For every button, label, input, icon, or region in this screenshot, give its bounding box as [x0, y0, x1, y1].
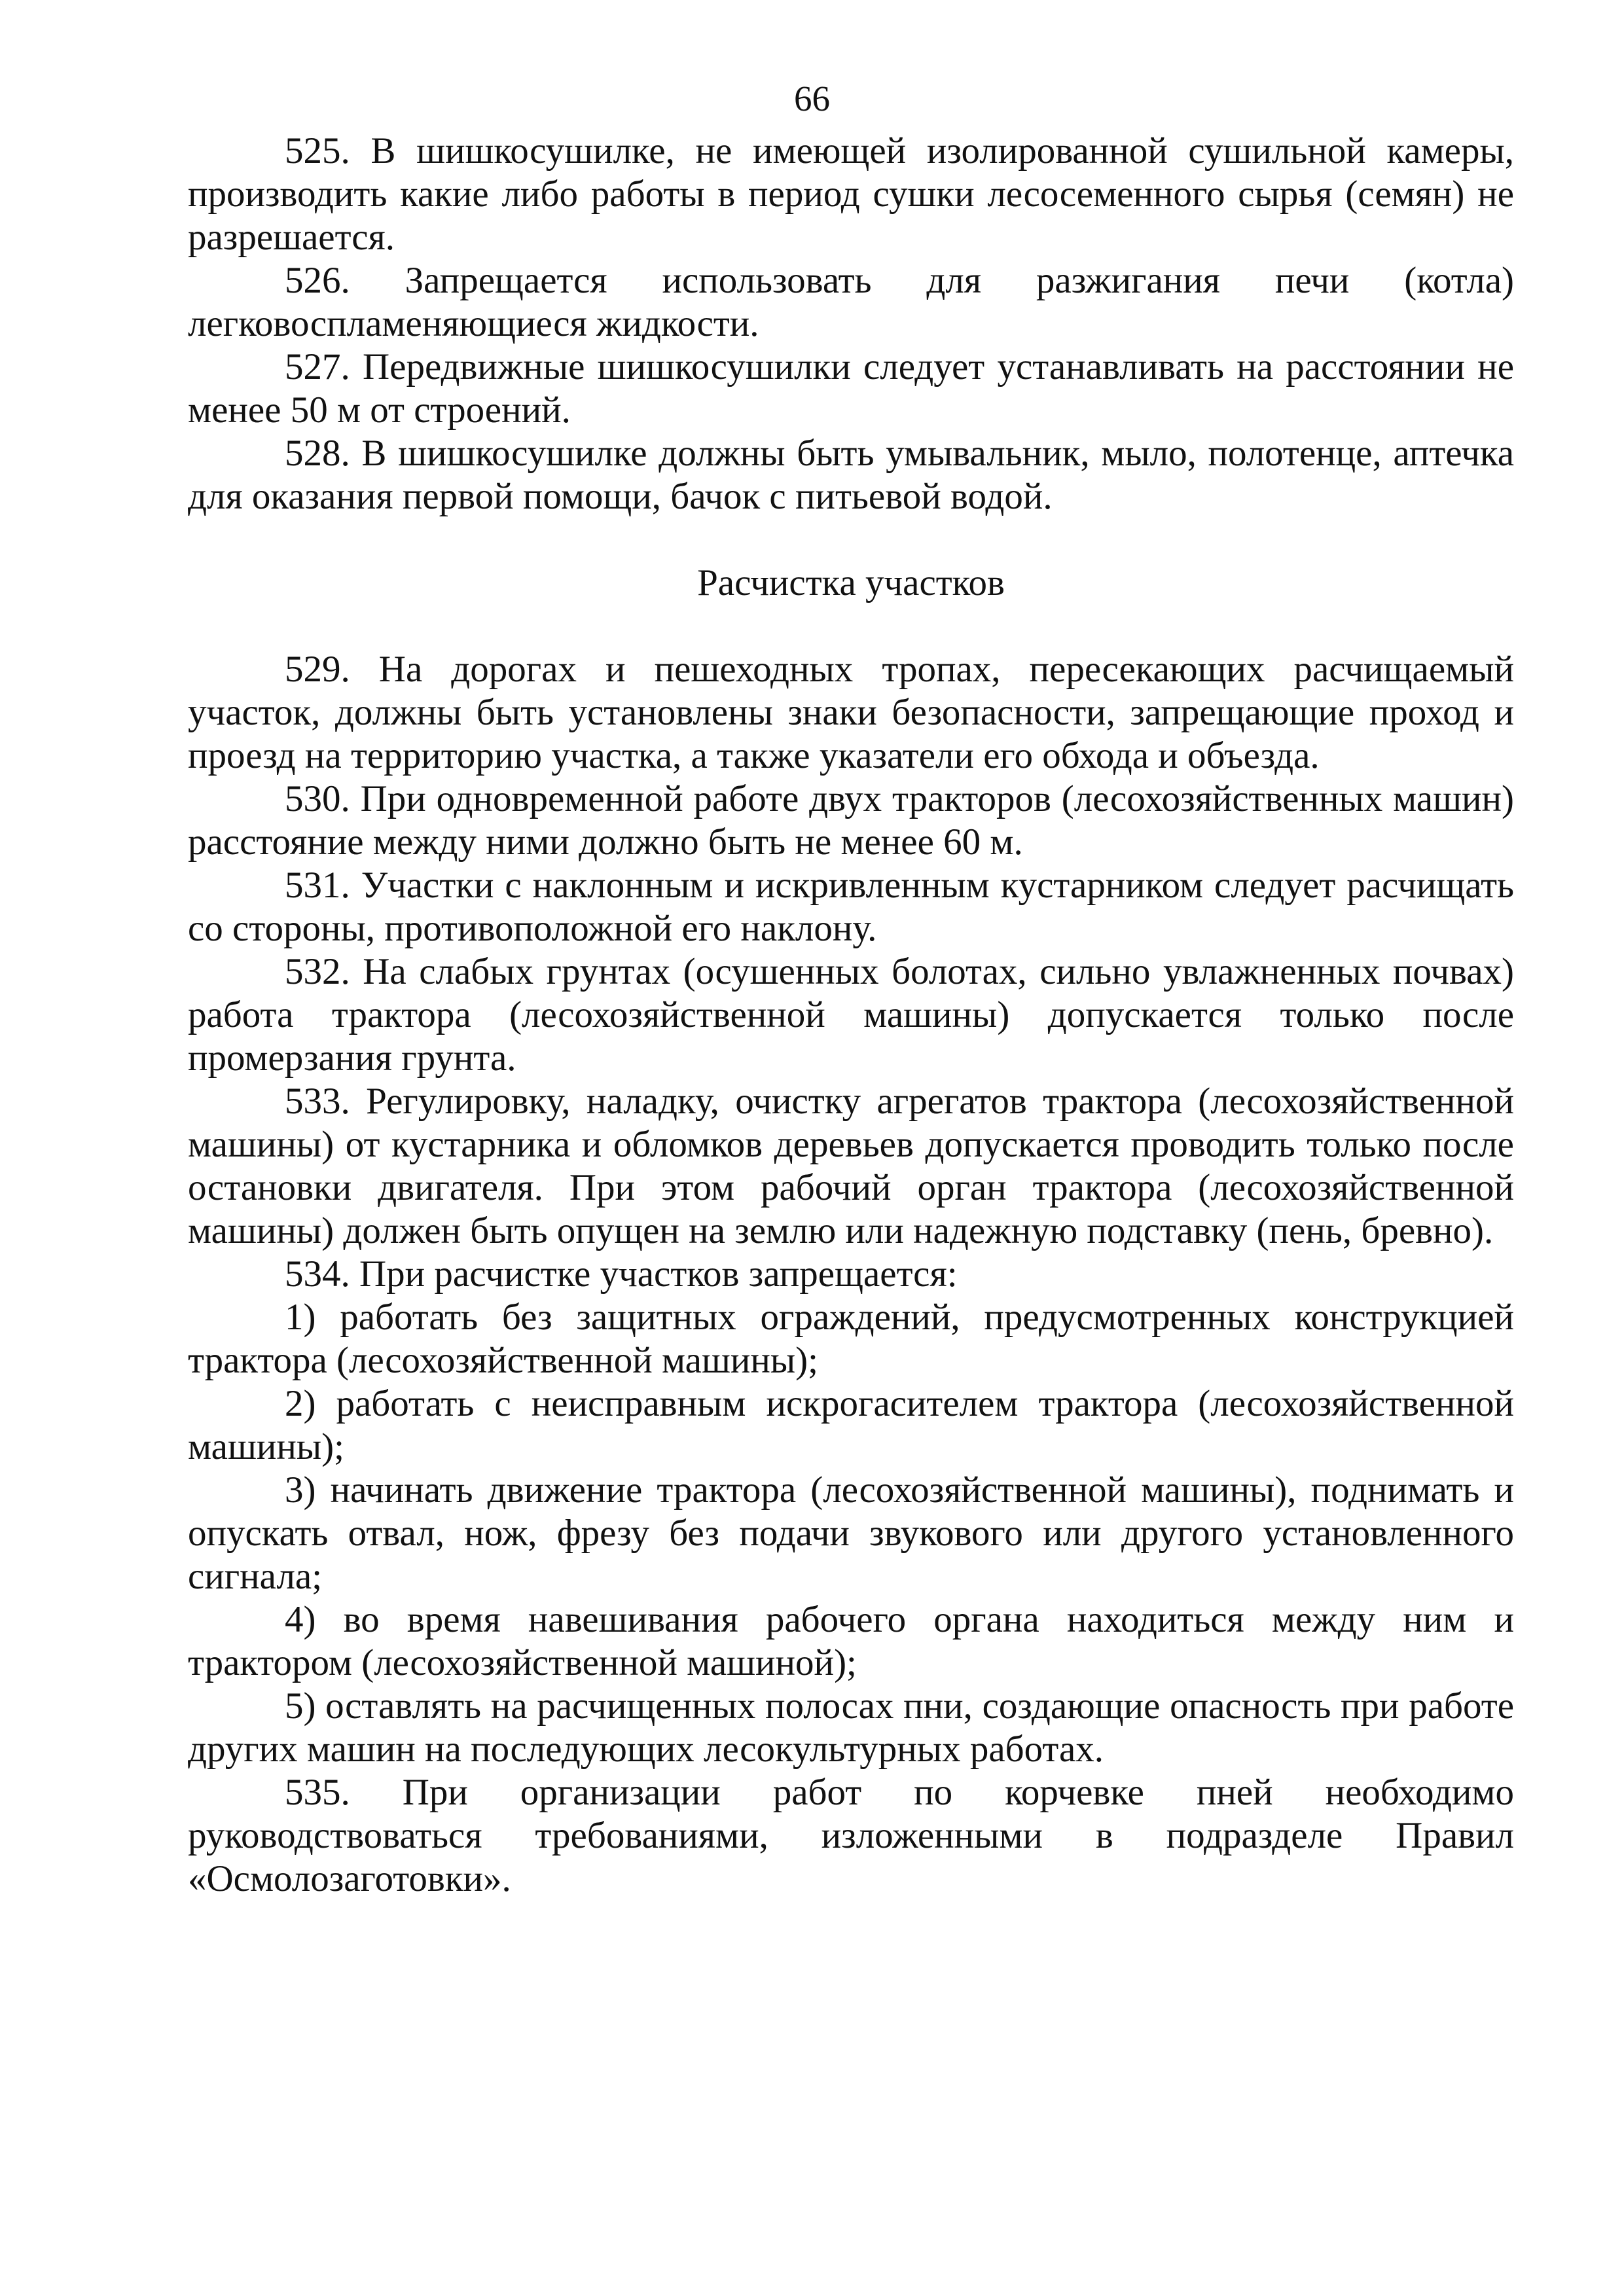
paragraph-525: 525. В шишкосушилке, не имеющей изолированной сушильной камеры, производить какие либо работы в период сушки лесосеменного сырья (семян) не разрешается.: [188, 130, 1514, 258]
paragraph-534: 534. При расчистке участков запрещается:: [285, 1253, 958, 1295]
list-item-534-5: 5) оставлять на расчищенных полосах пни, создающие опасность при работе других машин на последующих лесокультурных работах.: [188, 1685, 1514, 1770]
list-item-534-2: 2) работать с неисправным искрогасителем трактора (лесохозяйственной машины);: [188, 1383, 1514, 1467]
paragraph-529: 529. На дорогах и пешеходных тропах, пересекающих расчищаемый участок, должны быть установлены знаки безопасности, запрещающие проход и проезд на территорию участка, а также указатели его обхода и объезда.: [188, 649, 1514, 776]
paragraph-533: 533. Регулировку, наладку, очистку агрегатов трактора (лесохозяйственной машины) от кустарника и обломков деревьев допускается проводить только после остановки двигателя. При этом рабочий орган трактора (лесохозяйственной машины) должен быть опущен на землю или надежную подставку (пень, бревно).: [188, 1081, 1514, 1251]
paragraph-528: 528. В шишкосушилке должны быть умывальник, мыло, полотенце, аптечка для оказания первой помощи, бачок с питьевой водой.: [188, 433, 1514, 517]
paragraph-527: 527. Передвижные шишкосушилки следует устанавливать на расстоянии не менее 50 м от строений.: [188, 346, 1514, 431]
list-item-534-1: 1) работать без защитных ограждений, предусмотренных конструкцией трактора (лесохозяйственной машины);: [188, 1297, 1514, 1381]
paragraph-526: 526. Запрещается использовать для разжигания печи (котла) легковоспламеняющиеся жидкости.: [188, 260, 1514, 344]
paragraph-531: 531. Участки с наклонным и искривленным кустарником следует расчищать со стороны, противоположной его наклону.: [188, 865, 1514, 949]
paragraph-532: 532. На слабых грунтах (осушенных болотах, сильно увлажненных почвах) работа трактора (лесохозяйственной машины) допускается только после промерзания грунта.: [188, 951, 1514, 1079]
document-body: [188, 130, 1514, 1901]
list-item-534-4: 4) во время навешивания рабочего органа находиться между ним и трактором (лесохозяйственной машиной);: [188, 1599, 1514, 1683]
page-number: 66: [794, 79, 830, 118]
list-item-534-3: 3) начинать движение трактора (лесохозяйственной машины), поднимать и опускать отвал, нож, фрезу без подачи звукового или другого установленного сигнала;: [188, 1469, 1514, 1597]
paragraph-535: 535. При организации работ по корчевке пней необходимо руководствоваться требованиями, изложенными в подразделе Правил «Осмолозаготовки».: [188, 1772, 1514, 1899]
section-heading: Расчистка участков: [697, 562, 1005, 603]
paragraph-530: 530. При одновременной работе двух тракторов (лесохозяйственных машин) расстояние между ними должно быть не менее 60 м.: [188, 778, 1514, 863]
